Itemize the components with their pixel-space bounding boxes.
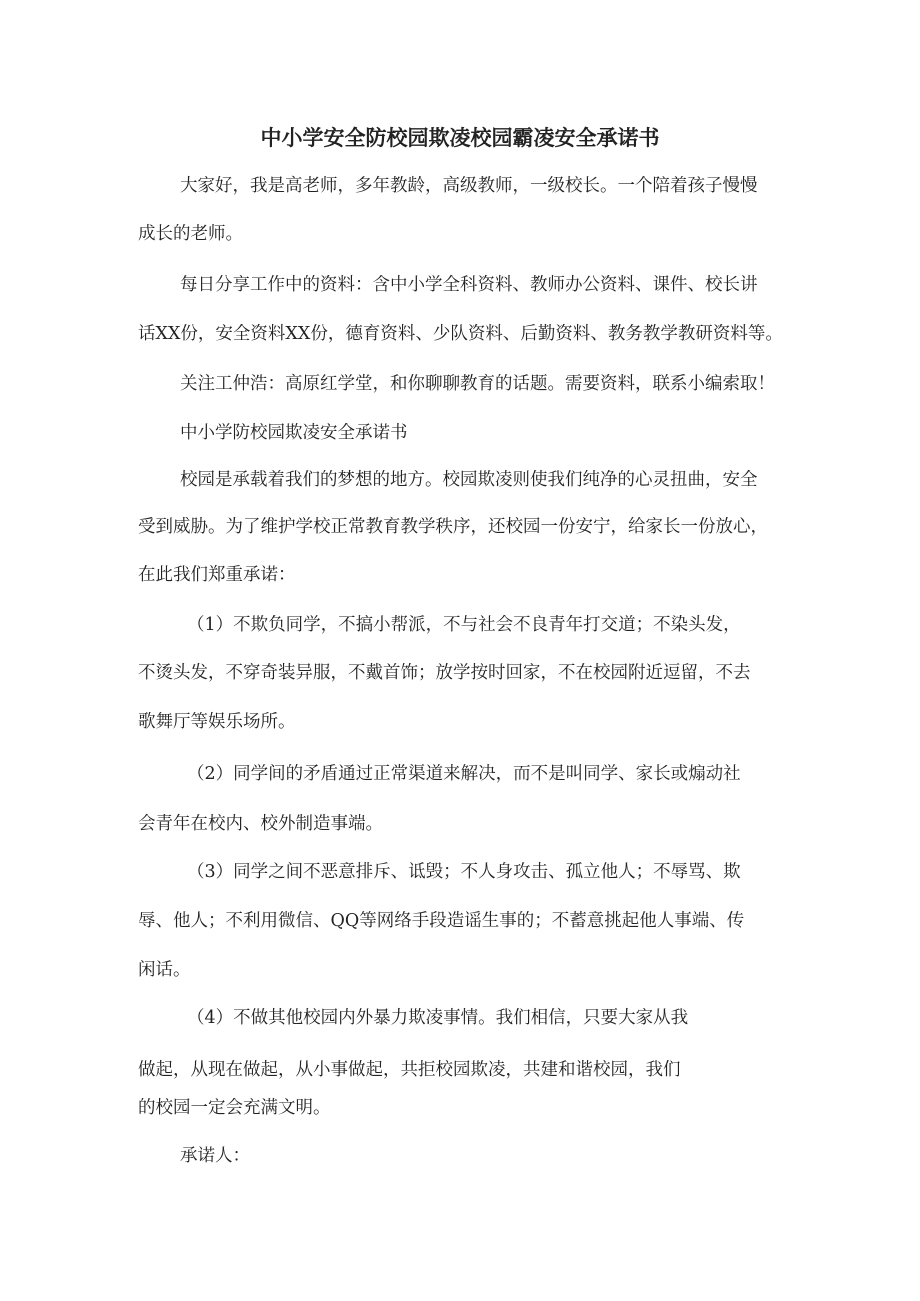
intro-line-2: 成长的老师。 (138, 224, 243, 244)
pledge-4-line-2: 做起，从现在做起，从小事做起，共拒校园欺凌，共建和谐校园，我们 (138, 1060, 681, 1080)
intro-line-1: 大家好，我是高老师，多年教龄，高级教师，一级校长。一个陪着孩子慢慢 (180, 176, 758, 196)
pledge-1-line-1: （1）不欺负同学，不搞小帮派，不与社会不良青年打交道；不染头发， (187, 615, 741, 635)
pledge-3-line-2: 辱、他人；不利用微信、QQ等网络手段造谣生事的；不蓄意挑起他人事端、传 (138, 911, 745, 931)
opening-line-3: 在此我们郑重承诺： (138, 565, 296, 585)
pledge-1-line-2: 不烫头发，不穿奇装异服，不戴首饰；放学按时回家，不在校园附近逗留，不去 (138, 663, 751, 683)
subtitle: 中小学防校园欺凌安全承诺书 (180, 423, 408, 443)
signature-label: 承诺人： (180, 1146, 250, 1166)
share-line-2: 话XX份，安全资料XX份，德育资料、少队资料、后勤资料、教务教学教研资料等。 (138, 324, 783, 344)
document-title: 中小学安全防校园欺凌校园霸凌安全承诺书 (260, 125, 660, 150)
share-line-1: 每日分享工作中的资料：含中小学全科资料、教师办公资料、课件、校长讲 (180, 275, 758, 295)
pledge-4-line-1: （4）不做其他校园内外暴力欺凌事情。我们相信，只要大家从我 (187, 1008, 689, 1028)
follow-line: 关注工仲浩：高原红学堂，和你聊聊教育的话题。需要资料，联系小编索取！ (180, 374, 775, 394)
pledge-2-line-1: （2）同学间的矛盾通过正常渠道来解决，而不是叫同学、家长或煽动社 (187, 764, 741, 784)
pledge-2-line-2: 会青年在校内、校外制造事端。 (138, 814, 383, 834)
pledge-3-line-3: 闲话。 (138, 960, 191, 980)
opening-line-1: 校园是承载着我们的梦想的地方。校园欺凌则使我们纯净的心灵扭曲，安全 (180, 470, 758, 490)
pledge-1-line-3: 歌舞厅等娱乐场所。 (138, 712, 296, 732)
pledge-4-line-3: 的校园一定会充满文明。 (138, 1098, 331, 1118)
pledge-3-line-1: （3）同学之间不恶意排斥、诋毁；不人身攻击、孤立他人；不辱骂、欺 (187, 862, 741, 882)
opening-line-2: 受到威胁。为了维护学校正常教育教学秩序，还校园一份安宁，给家长一份放心， (138, 517, 768, 537)
